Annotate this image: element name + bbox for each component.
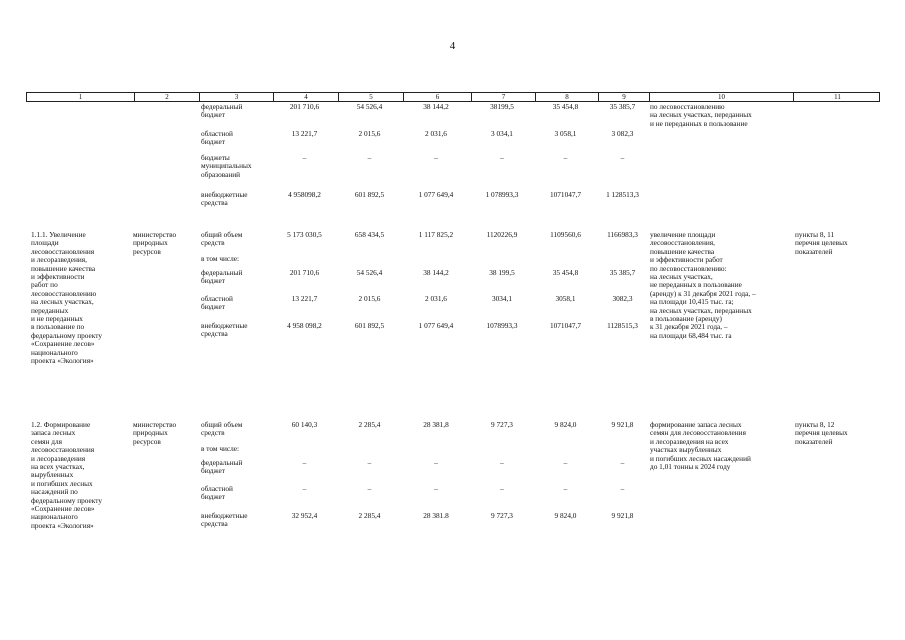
row-indicator: формирование запаса лесных семян для лесовосстановления и лесоразведения на всех участках вырубленных и погибших лесных насаждений до 1,01 тонны к 2024 году [650,420,751,472]
column-header-10: 10 [649,93,793,101]
column-header-2: 2 [134,93,199,101]
funding-value: – [434,458,438,467]
funding-source: федеральный бюджет [201,268,243,286]
funding-value: 9 727,3 [491,511,513,520]
funding-value: 54 526,4 [356,102,383,111]
funding-value: – [563,484,568,493]
funding-value: 9 727,3 [491,420,513,429]
funding-value: 4 958 098,2 [287,321,322,330]
funding-value: – [434,153,438,162]
row-name: 1.2. Формирование запаса лесных семян для лесовосстановления и лесоразведения на всех участках, вырубленных и погибших лесных насаждений по федеральному проекту «Сохранение лесов» национального проекта «Экология» [31,420,102,530]
funding-value: 38 144,2 [423,102,449,111]
funding-value: 1 077 649,4 [418,321,454,330]
funding-value: 28 381.8 [423,511,449,520]
funding-value: 13 221,7 [291,294,318,303]
funding-value: 1 128513,3 [606,190,639,199]
funding-value: – [302,484,307,493]
funding-value: 60 140,3 [291,420,318,429]
funding-value: 35 385,7 [609,102,636,111]
funding-source: областной бюджет [201,484,233,502]
funding-value: – [620,153,625,162]
funding-value: – [302,458,307,467]
column-header-8: 8 [535,93,598,101]
column-header-6: 6 [403,93,471,101]
column-header-9: 9 [598,93,649,101]
row-executor: министерство природных ресурсов [133,230,177,256]
funding-value: 3034,1 [491,294,513,303]
funding-value: 9 824,0 [554,420,577,429]
funding-value: 2 031,6 [425,294,447,303]
funding-value: 1 077 649,4 [418,190,454,199]
funding-source: общий объем средств [201,230,243,248]
funding-value: 3 034,1 [491,129,513,138]
funding-value: 1 117 825,2 [418,230,454,239]
funding-value: 35 454,8 [552,102,579,111]
funding-source: областной бюджет [201,294,233,312]
funding-value: 9 921,8 [611,511,634,520]
funding-value: – [500,153,504,162]
funding-value: 658 434,5 [354,230,385,239]
funding-value: 2 015,6 [358,129,381,138]
row-name: 1.1.1. Увеличение площади лесовосстановления и лесоразведения, повышение качества и эффективности работ по лесовосстановлению на лесных участках, переданных и не переданных в пользование по федеральному проекту «Сохранение лесов» национального проекта «Экология» [31,230,102,366]
row-indicator: по лесовосстановлению на лесных участках, переданных и не переданных в пользование [650,102,752,128]
funding-value: 2 285,4 [358,511,381,520]
column-header-11: 11 [793,93,881,101]
funding-value: – [500,458,504,467]
funding-value: 1166983,3 [607,230,638,239]
funding-value: – [563,153,568,162]
funding-value: – [620,458,625,467]
funding-value: 28 381,8 [423,420,449,429]
funding-value: 38 199,5 [489,268,515,277]
funding-value: 1078993,3 [486,321,518,330]
column-header-1: 1 [78,93,83,101]
row-indicator: увеличение площади лесовосстановления, повышение качества и эффективности работ по лесовосстановлению: на лесных участках, не переданных в пользование (аренду) к 31 декабря 2021 года, – на площади 10,415 тыс. га; на лесных участках, переданных в пользование (аренду) к 31 декабря 2021 года, – на площади 68,484 тыс. га [650,230,756,340]
funding-value: 201 710,6 [289,102,320,111]
funding-value: – [434,484,438,493]
funding-source: внебюджетные средства [201,321,248,339]
column-header-3: 3 [199,93,273,101]
funding-value: 38 144,2 [423,268,449,277]
funding-value: – [563,458,568,467]
funding-value: 3082,3 [612,294,633,303]
funding-source: бюджеты муниципальных образований [201,153,252,179]
column-header-5: 5 [338,93,403,101]
funding-value: 3 058,1 [554,129,577,138]
funding-source: областной бюджет [201,129,233,147]
funding-source: федеральный бюджет [201,102,243,120]
funding-value: – [367,484,372,493]
funding-value: 13 221,7 [291,129,318,138]
funding-value: 1109560,6 [550,230,581,239]
funding-value: 601 892,5 [354,190,385,199]
funding-value: 201 710,6 [289,268,320,277]
funding-value: 4 958098,2 [288,190,321,199]
funding-value: 2 015,6 [358,294,381,303]
column-header-7: 7 [471,93,535,101]
funding-value: – [367,458,372,467]
funding-source: внебюджетные средства [201,511,248,529]
funding-value: – [500,484,504,493]
funding-source: внебюджетные средства [201,190,248,208]
funding-source: в том числе: [201,444,240,453]
funding-value: 1071047,7 [549,321,581,330]
funding-value: 54 526,4 [356,268,383,277]
funding-value: 32 952,4 [291,511,318,520]
funding-value: 2 285,4 [358,420,381,429]
funding-value: 601 892,5 [354,321,385,330]
funding-value: – [620,484,625,493]
funding-value: 2 031,6 [425,129,447,138]
row-executor: министерство природных ресурсов [133,420,177,446]
column-header-4: 4 [273,93,338,101]
funding-value: 1 078993,3 [485,190,519,199]
funding-value: 3058,1 [555,294,576,303]
funding-value: – [302,153,307,162]
funding-value: 5 173 030,5 [287,230,322,239]
column-header-row [26,92,880,102]
funding-source: федеральный бюджет [201,458,243,476]
row-points: пункты 8, 12 перечня целевых показателей [795,420,848,446]
funding-value: 9 921,8 [611,420,634,429]
row-points: пункты 8, 11 перечня целевых показателей [795,230,848,256]
funding-value: 38199,5 [490,102,514,111]
funding-value: 1071047,7 [549,190,581,199]
funding-source: в том числе: [201,254,240,263]
funding-value: 3 082,3 [611,129,634,138]
funding-value: 35 385,7 [609,268,636,277]
funding-value: 9 824,0 [554,511,577,520]
funding-source: общий объем средств [201,420,243,438]
funding-value: 1120226,9 [486,230,518,239]
funding-value: 35 454,8 [552,268,579,277]
page-number: 4 [449,40,456,52]
funding-value: – [367,153,372,162]
funding-value: 1128515,3 [607,321,638,330]
